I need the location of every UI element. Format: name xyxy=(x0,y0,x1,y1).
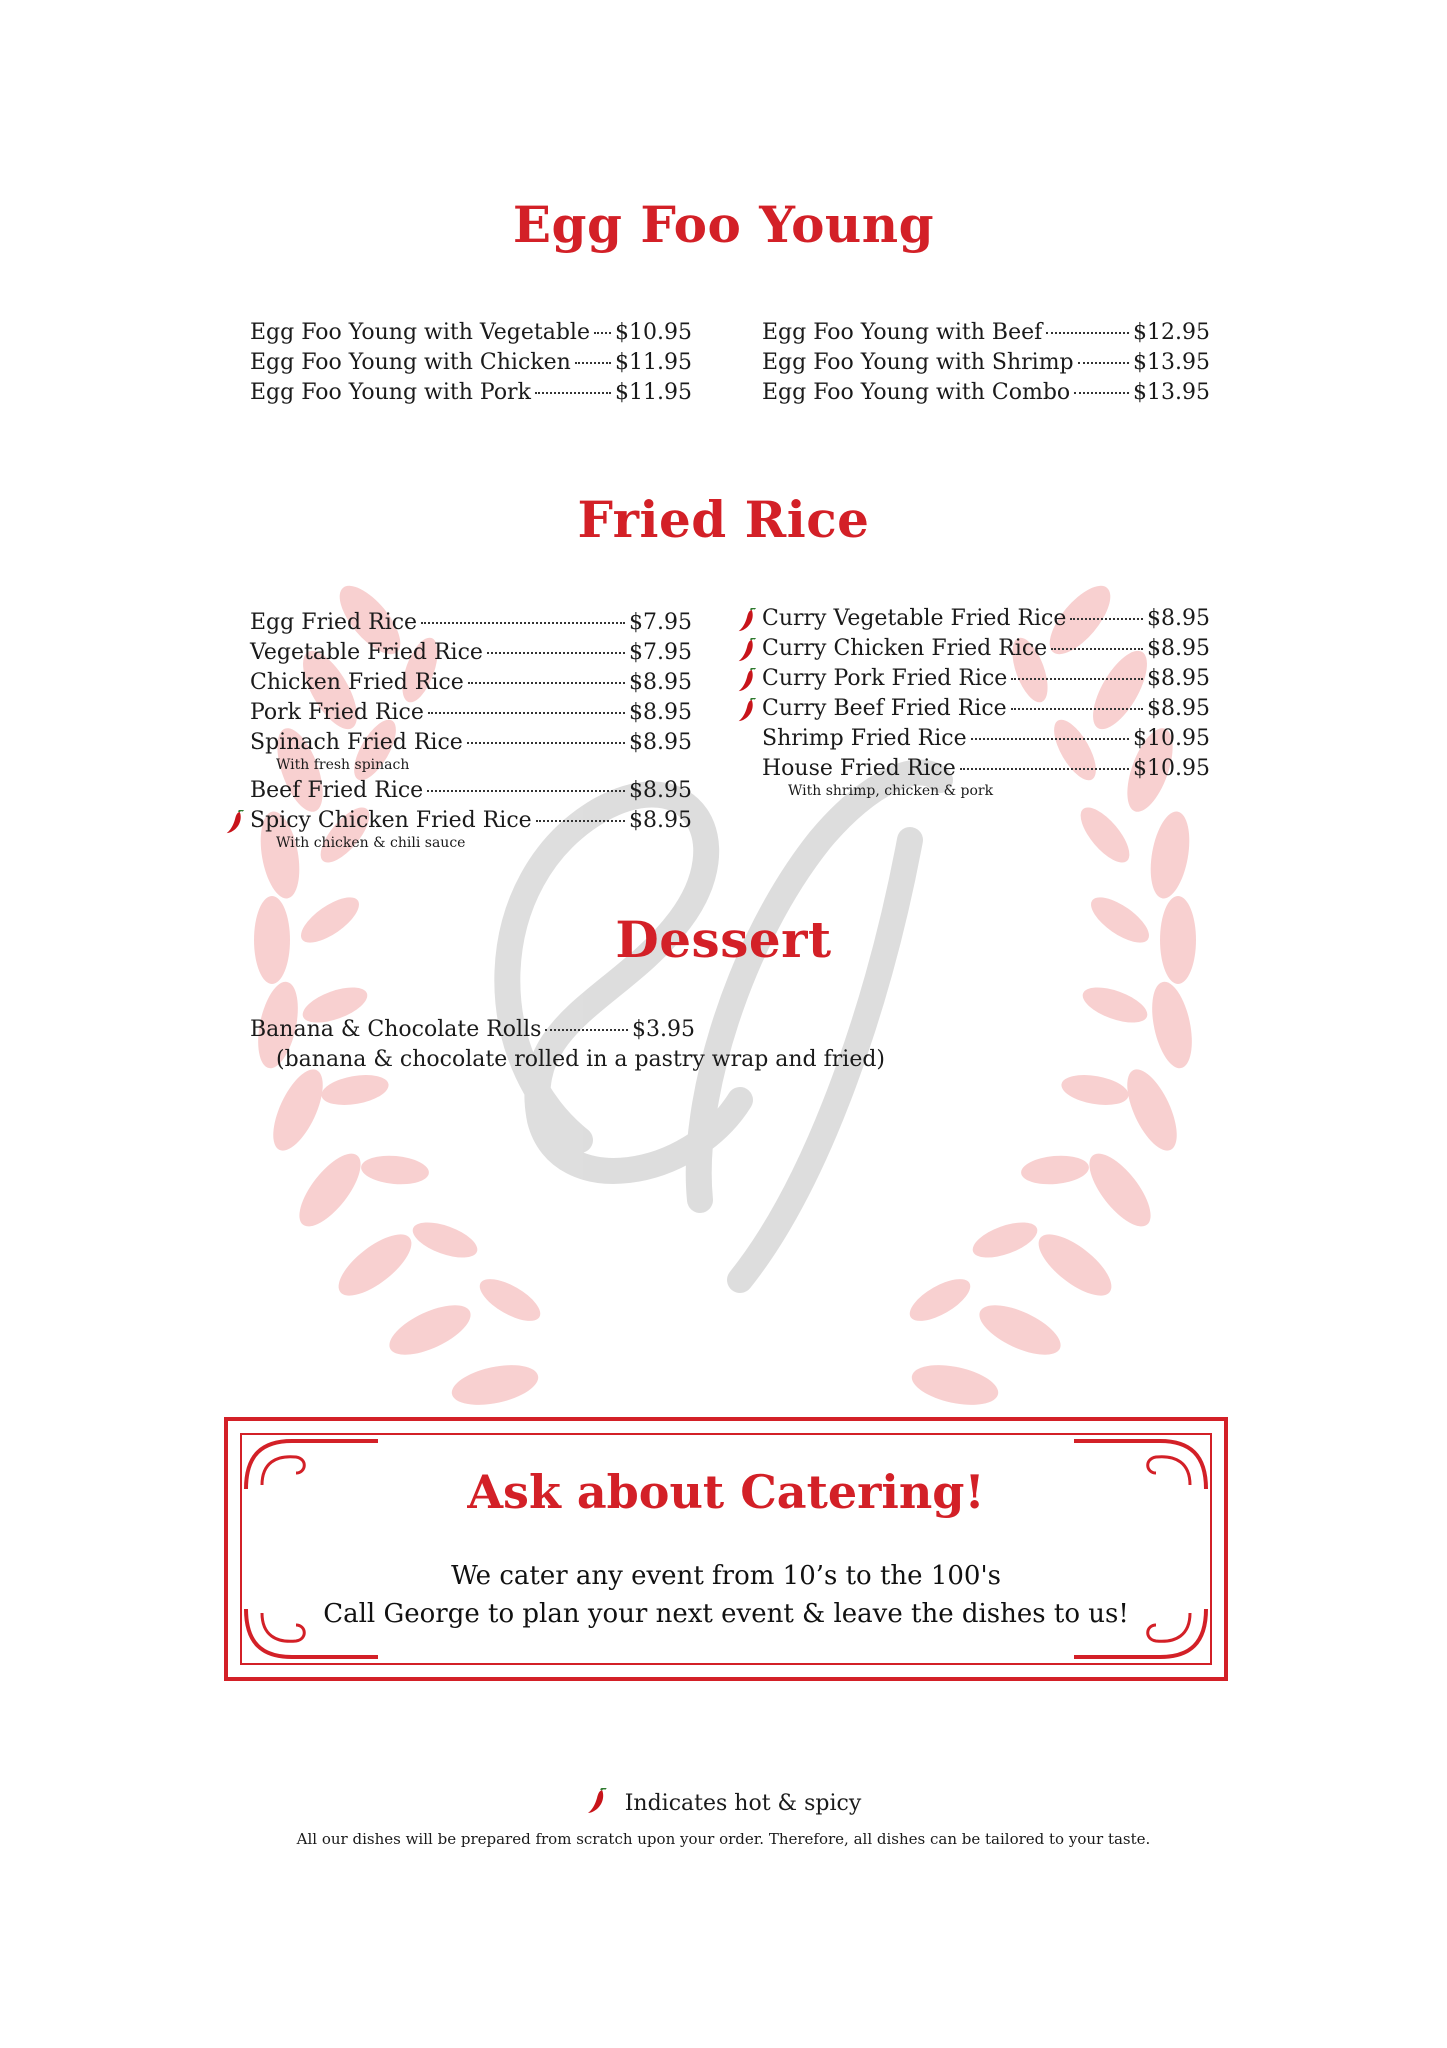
item-price: $8.95 xyxy=(629,730,692,755)
item-price: $11.95 xyxy=(615,350,692,375)
item-price: $11.95 xyxy=(615,380,692,405)
menu-item xyxy=(762,348,1210,378)
item-price: $8.95 xyxy=(629,778,692,803)
item-name: Egg Foo Young with Combo xyxy=(762,380,1071,405)
chili-pepper-icon xyxy=(736,608,758,632)
item-price: $7.95 xyxy=(629,640,692,665)
menu-item xyxy=(250,776,692,806)
item-price: $10.95 xyxy=(615,320,692,345)
item-price: $8.95 xyxy=(1147,606,1210,631)
menu-item xyxy=(762,604,1210,634)
leader-dots xyxy=(1051,648,1143,650)
leader-dots xyxy=(487,652,625,654)
item-price: $8.95 xyxy=(1147,696,1210,721)
item-price: $10.95 xyxy=(1133,756,1210,781)
leader-dots xyxy=(468,682,625,684)
footer-note: All our dishes will be prepared from scratch upon your order. Therefore, all dishes can be tailored to your taste. xyxy=(296,1830,1151,1848)
item-name: Curry Vegetable Fried Rice xyxy=(762,606,1067,631)
leader-dots xyxy=(536,820,625,822)
egg-foo-young-title: Egg Foo Young xyxy=(512,195,935,254)
item-note: With fresh spinach xyxy=(276,757,410,773)
chili-pepper-icon xyxy=(586,1788,608,1814)
leader-dots xyxy=(535,392,611,394)
item-name: Curry Chicken Fried Rice xyxy=(762,636,1048,661)
spicy-legend xyxy=(0,1788,1447,1816)
item-price: $13.95 xyxy=(1133,350,1210,375)
item-name: Banana & Chocolate Rolls xyxy=(250,1017,542,1042)
menu-item xyxy=(250,348,692,378)
menu-item xyxy=(250,318,692,348)
leader-dots xyxy=(1046,332,1129,334)
item-note: With shrimp, chicken & pork xyxy=(788,783,994,799)
menu-item xyxy=(762,664,1210,694)
leader-dots xyxy=(594,332,611,334)
item-name: Egg Foo Young with Beef xyxy=(762,320,1043,345)
item-name: Pork Fried Rice xyxy=(250,700,424,725)
menu-item xyxy=(762,724,1210,754)
item-note: With chicken & chili sauce xyxy=(276,835,466,851)
item-name: Spicy Chicken Fried Rice xyxy=(250,808,532,833)
catering-title: Ask about Catering! xyxy=(467,1465,985,1519)
item-name: Egg Foo Young with Pork xyxy=(250,380,531,405)
menu-item xyxy=(250,378,692,408)
menu-item xyxy=(250,638,692,668)
leader-dots xyxy=(421,622,625,624)
item-price: $8.95 xyxy=(629,700,692,725)
menu-item xyxy=(250,698,692,728)
menu-item xyxy=(762,754,1210,784)
leader-dots xyxy=(1074,392,1129,394)
menu-item xyxy=(250,728,692,758)
item-name: Egg Foo Young with Vegetable xyxy=(250,320,590,345)
item-price: $8.95 xyxy=(1147,666,1210,691)
chili-pepper-icon xyxy=(736,638,758,662)
leader-dots xyxy=(575,362,611,364)
dessert-block xyxy=(250,1015,950,1075)
leader-dots xyxy=(1078,362,1129,364)
item-name: Spinach Fried Rice xyxy=(250,730,463,755)
leader-dots xyxy=(971,738,1129,740)
item-price: $8.95 xyxy=(629,808,692,833)
fried-rice-title: Fried Rice xyxy=(577,490,870,549)
menu-item xyxy=(250,608,692,638)
item-name: House Fried Rice xyxy=(762,756,956,781)
item-price: $8.95 xyxy=(629,670,692,695)
catering-line-2: Call George to plan your next event & leave the dishes to us! xyxy=(323,1599,1129,1629)
item-name: Egg Fried Rice xyxy=(250,610,418,635)
menu-item xyxy=(250,1015,695,1045)
dessert-title: Dessert xyxy=(615,910,832,969)
catering-box xyxy=(224,1417,1228,1681)
item-name: Curry Pork Fried Rice xyxy=(762,666,1008,691)
menu-item xyxy=(250,668,692,698)
item-name: Chicken Fried Rice xyxy=(250,670,464,695)
dessert-description: (banana & chocolate rolled in a pastry wrap and fried) xyxy=(276,1047,886,1072)
leader-dots xyxy=(1011,678,1143,680)
item-price: $3.95 xyxy=(632,1017,695,1042)
item-price: $13.95 xyxy=(1133,380,1210,405)
item-name: Beef Fried Rice xyxy=(250,778,424,803)
item-name: Egg Foo Young with Chicken xyxy=(250,350,571,375)
item-price: $7.95 xyxy=(629,610,692,635)
legend-text: Indicates hot & spicy xyxy=(624,1791,862,1816)
item-price: $12.95 xyxy=(1133,320,1210,345)
item-price: $8.95 xyxy=(1147,636,1210,661)
menu-item xyxy=(762,694,1210,724)
item-name: Vegetable Fried Rice xyxy=(250,640,483,665)
chili-pepper-icon xyxy=(736,698,758,722)
leader-dots xyxy=(467,742,625,744)
catering-line-1: We cater any event from 10’s to the 100's xyxy=(451,1561,1001,1591)
fried-rice-left-column xyxy=(250,608,692,854)
menu-item xyxy=(762,378,1210,408)
leader-dots xyxy=(545,1029,628,1031)
chili-pepper-icon xyxy=(224,810,246,834)
item-name: Egg Foo Young with Shrimp xyxy=(762,350,1074,375)
menu-item xyxy=(762,634,1210,664)
menu-item xyxy=(250,806,692,836)
leader-dots xyxy=(427,790,625,792)
chili-pepper-icon xyxy=(736,668,758,692)
item-name: Curry Beef Fried Rice xyxy=(762,696,1007,721)
item-name: Shrimp Fried Rice xyxy=(762,726,967,751)
item-price: $10.95 xyxy=(1133,726,1210,751)
leader-dots xyxy=(960,768,1129,770)
leader-dots xyxy=(1011,708,1143,710)
egg-foo-young-right-column xyxy=(762,318,1210,408)
leader-dots xyxy=(428,712,625,714)
menu-item xyxy=(762,318,1210,348)
leader-dots xyxy=(1070,618,1143,620)
fried-rice-right-column xyxy=(762,604,1210,802)
egg-foo-young-left-column xyxy=(250,318,692,408)
